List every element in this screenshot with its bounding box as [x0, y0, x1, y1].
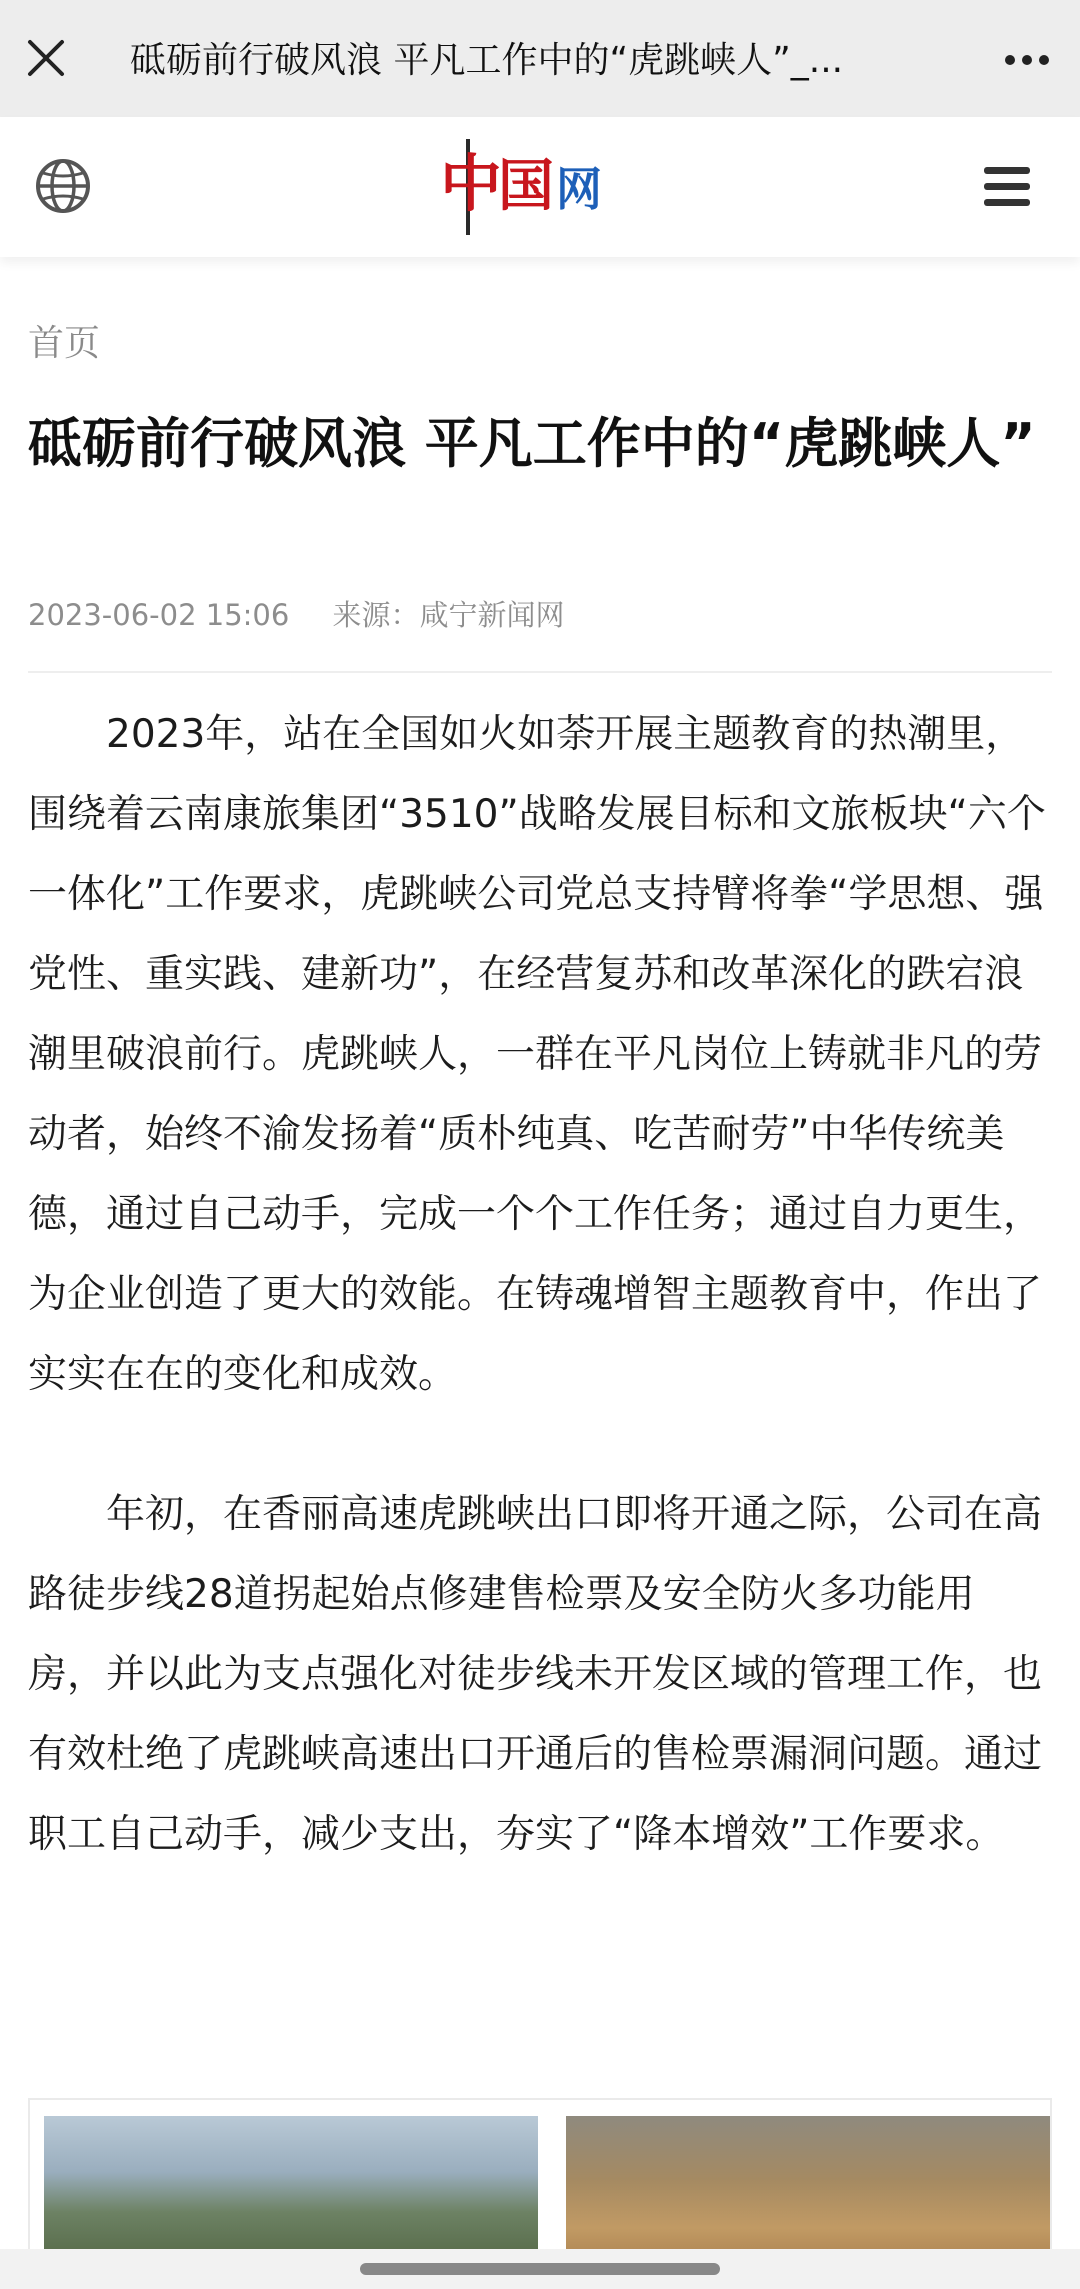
article-title: 砥砺前行破风浪 平凡工作中的“虎跳峡人” — [28, 412, 1036, 475]
more-icon[interactable] — [1002, 40, 1052, 80]
article-source: 来源：咸宁新闻网 — [332, 598, 565, 632]
close-icon[interactable] — [24, 36, 68, 80]
article-paragraph: 年初，在香丽高速虎跳峡出口即将开通之际，公司在高路徒步线28道拐起始点修建售检票及安全防火多功能用房，并以此为支点强化对徒步线未开发区域的管理工作，也有效杜绝了虎跳峡高速出口开通后的售检票漏洞问题。通过职工自己动手，减少支出，夯实了“降本增效”工作要求。 — [28, 1492, 1043, 1857]
article-paragraph: 2023年，站在全国如火如荼开展主题教育的热潮里，围绕着云南康旅集团“3510”战略发展目标和文旅板块“六个一体化”工作要求，虎跳峡公司党总支持臂将拳“学思想、强党性、重实践、建新功”，在经营复苏和改革深化的跌宕浪潮里破浪前行。虎跳峡人，一群在平凡岗位上铸就非凡的劳动者，始终不渝发扬着“质朴纯真、吃苦耐劳”中华传统美德，通过自己动手，完成一个个工作任务；通过自力更生，为企业创造了更大的效能。在铸魂增智主题教育中，作出了实实在在的变化和成效。 — [28, 712, 1046, 1397]
svg-text:中: 中 — [440, 147, 503, 220]
globe-icon[interactable] — [34, 157, 92, 215]
article-datetime: 2023-06-02 15:06 — [28, 598, 290, 632]
china-net-logo[interactable] — [430, 135, 630, 245]
article-image-gallery[interactable] — [28, 2098, 1052, 2258]
divider — [28, 671, 1052, 673]
svg-text:国: 国 — [498, 153, 554, 219]
svg-text:网: 网 — [556, 162, 602, 216]
breadcrumb-home[interactable]: 首页 — [28, 323, 101, 364]
article-body — [28, 695, 1052, 1875]
article-photo-mountain[interactable] — [44, 2116, 538, 2258]
article-photo-building[interactable] — [566, 2116, 1052, 2258]
site-header — [0, 117, 1080, 257]
webview-title: 砥砺前行破风浪 平凡工作中的“虎跳峡人”_... — [130, 40, 844, 81]
webview-top-bar — [0, 0, 1080, 117]
article-meta — [28, 593, 565, 634]
menu-icon[interactable] — [982, 163, 1032, 209]
home-indicator[interactable] — [360, 2263, 720, 2275]
system-nav-bar — [0, 2249, 1080, 2289]
